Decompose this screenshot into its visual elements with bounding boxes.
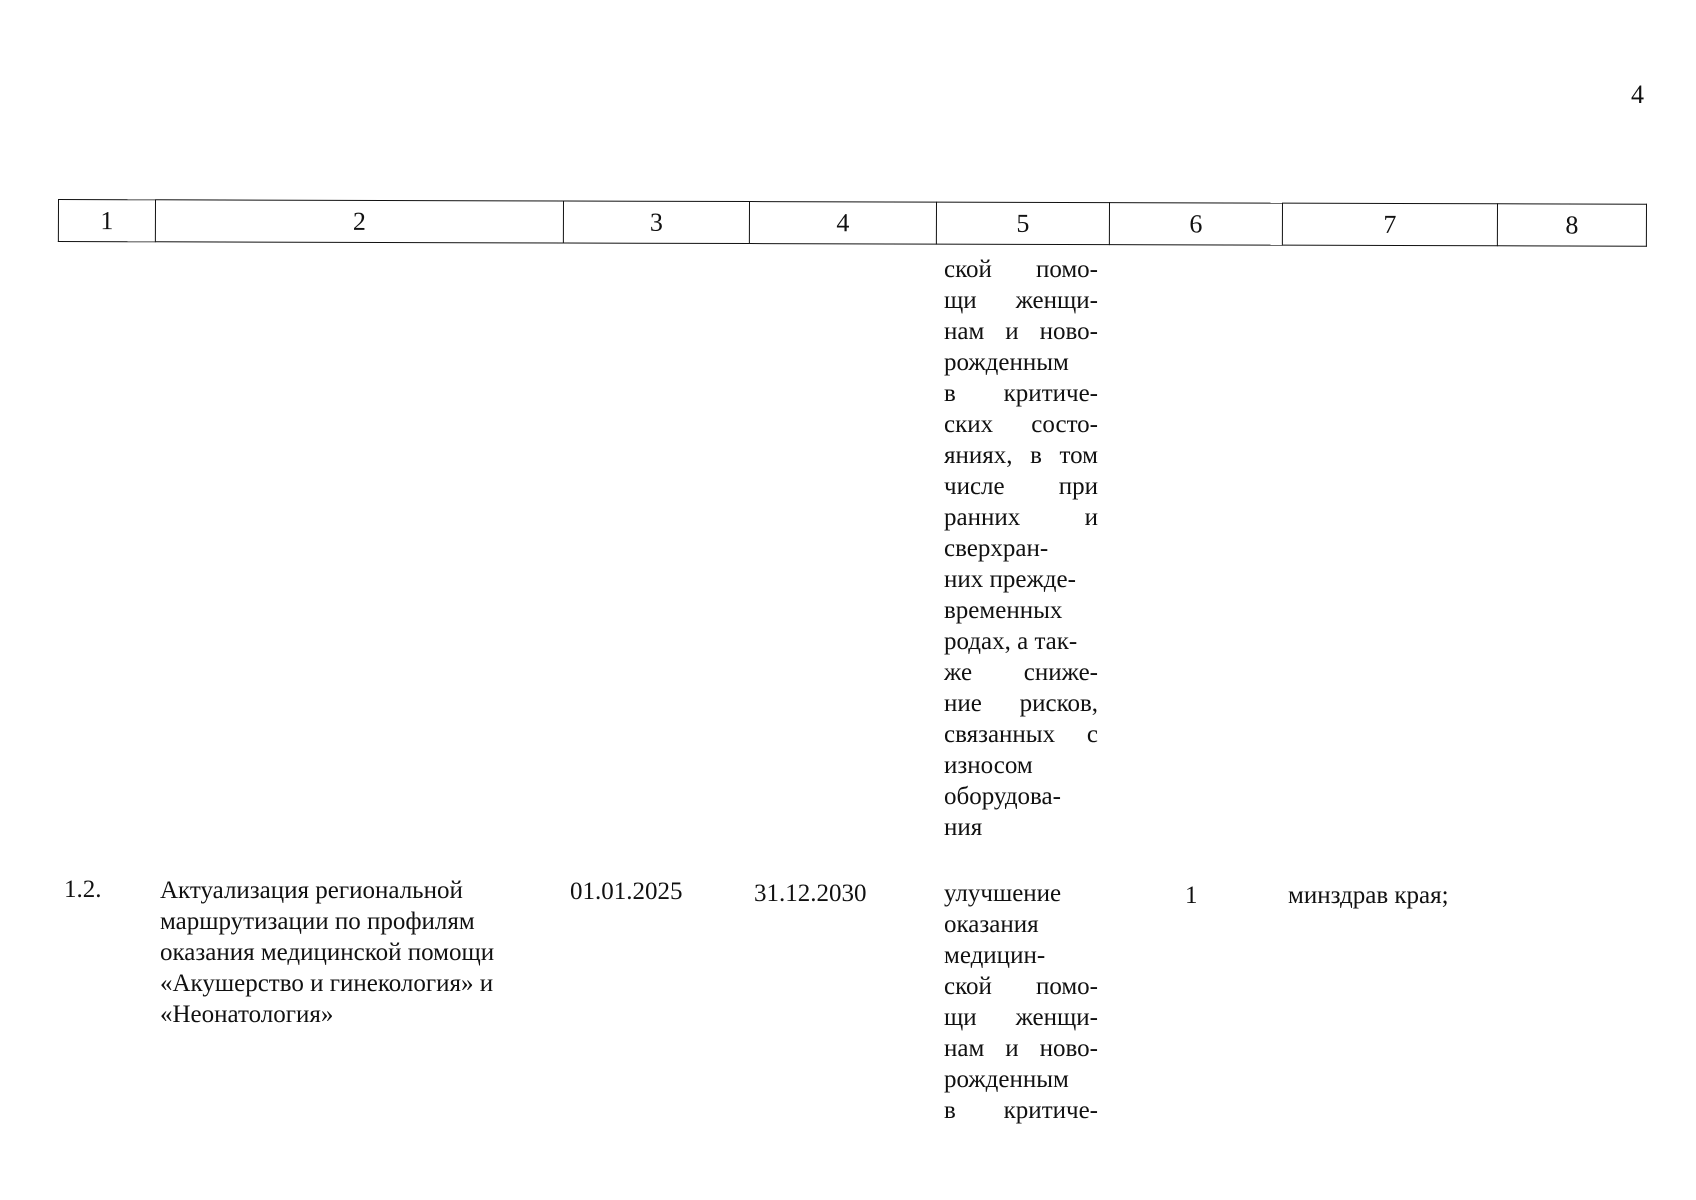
column-number-header	[58, 199, 1647, 247]
col6-value: 1	[1185, 882, 1198, 909]
page-number: 4	[1631, 80, 1644, 109]
start-date: 01.01.2025	[570, 878, 683, 905]
header-col-8: 8	[1497, 204, 1646, 246]
header-col-1: 1	[58, 200, 155, 242]
header-col-6: 6	[1109, 203, 1282, 246]
header-col-4: 4	[749, 202, 936, 245]
end-date: 31.12.2030	[754, 880, 867, 907]
measure-name: Актуализация региональной маршрутизации по профилям оказания медицинской помощи «Акушерство и гинекология» и «Неонатология»	[160, 877, 495, 1028]
responsible-executor: минздрав края;	[1288, 882, 1449, 909]
continuation-result-text: ской помо- щи женщи- нам и ново- рожденным в критиче- ских состо- яниях, в том числе при ранних и сверхран- них прежде- временных родах, а так- же сниже- ние рисков, связанных с износом оборудова- ния	[944, 256, 1098, 841]
header-col-7: 7	[1282, 203, 1497, 246]
header-col-2: 2	[155, 200, 563, 243]
row-number: 1.2.	[64, 876, 102, 903]
header-col-3: 3	[563, 201, 749, 244]
expected-result: улучшение оказания медицин- ской помо- щи женщи- нам и ново- рожденным в критиче-	[944, 880, 1098, 1124]
header-col-5: 5	[936, 202, 1109, 245]
